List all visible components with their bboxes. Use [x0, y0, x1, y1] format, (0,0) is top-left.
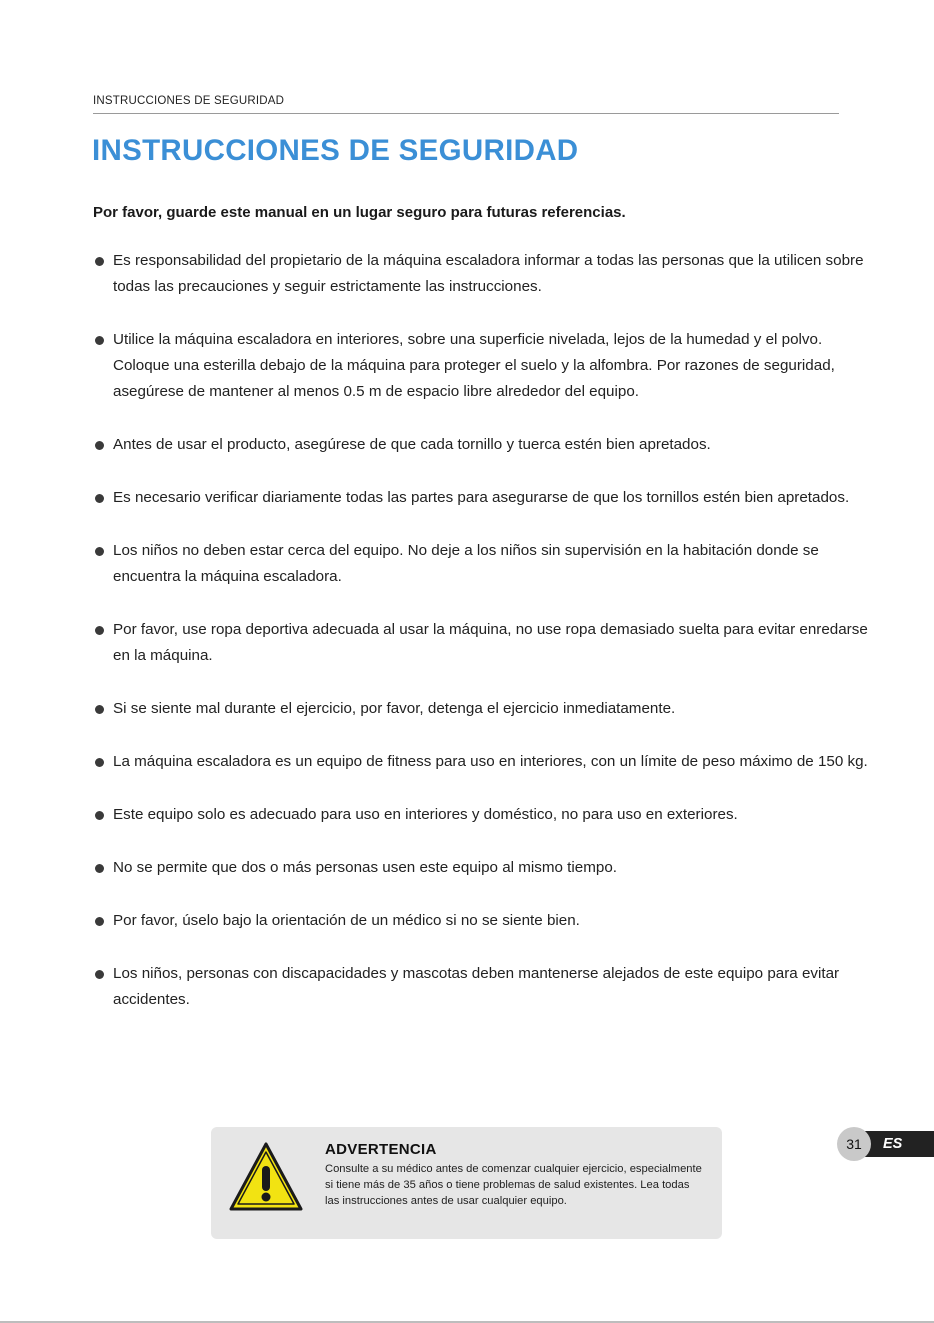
bullet-icon	[95, 336, 104, 345]
intro-text: Por favor, guarde este manual en un lugar seguro para futuras referencias.	[93, 204, 626, 221]
warning-box	[211, 1127, 722, 1239]
list-item	[93, 248, 873, 300]
bullet-icon	[95, 917, 104, 926]
list-item	[93, 696, 873, 722]
list-item-text: Utilice la máquina escaladora en interiores, sobre una superficie nivelada, lejos de la humedad y el polvo. Coloque una esterilla debajo de la máquina para proteger el suelo y la alfombra. Por razones de seguridad, asegúrese de mantener al menos 0.5 m de espacio libre alrededor del equipo.	[113, 331, 835, 400]
list-item	[93, 908, 873, 934]
list-item-text: Por favor, úselo bajo la orientación de un médico si no se siente bien.	[113, 912, 580, 929]
list-item-text: La máquina escaladora es un equipo de fitness para uso en interiores, con un límite de peso máximo de 150 kg.	[113, 753, 868, 770]
bullet-icon	[95, 970, 104, 979]
list-item	[93, 961, 873, 1013]
list-item	[93, 617, 873, 669]
list-item-text: No se permite que dos o más personas usen este equipo al mismo tiempo.	[113, 859, 617, 876]
list-item-text: Por favor, use ropa deportiva adecuada al usar la máquina, no use ropa demasiado suelta para evitar enredarse en la máquina.	[113, 621, 868, 664]
page-title: INSTRUCCIONES DE SEGURIDAD	[92, 134, 579, 167]
bullet-icon	[95, 864, 104, 873]
bullet-icon	[95, 547, 104, 556]
list-item	[93, 485, 873, 511]
list-item-text: Los niños no deben estar cerca del equipo. No deje a los niños sin supervisión en la habitación donde se encuentra la máquina escaladora.	[113, 542, 819, 585]
warning-title: ADVERTENCIA	[325, 1141, 437, 1158]
warning-triangle-icon	[228, 1141, 304, 1213]
language-tab: ES	[854, 1131, 934, 1157]
list-item-text: Si se siente mal durante el ejercicio, por favor, detenga el ejercicio inmediatamente.	[113, 700, 676, 717]
warning-text: Consulte a su médico antes de comenzar cualquier ejercicio, especialmente si tiene más de 35 años o tiene problemas de salud existentes. Lea todas las instrucciones antes de usar cualquier equipo.	[325, 1163, 702, 1207]
list-item-text: Este equipo solo es adecuado para uso en interiores y doméstico, no para uso en exteriores.	[113, 806, 738, 823]
bullet-icon	[95, 626, 104, 635]
bullet-icon	[95, 758, 104, 767]
running-header: INSTRUCCIONES DE SEGURIDAD	[93, 95, 285, 107]
list-item-text: Antes de usar el producto, asegúrese de que cada tornillo y tuerca estén bien apretados.	[113, 436, 711, 453]
list-item	[93, 749, 873, 775]
safety-instructions-list	[93, 248, 873, 1040]
header-divider	[93, 113, 839, 114]
list-item-text: Los niños, personas con discapacidades y mascotas deben mantenerse alejados de este equipo para evitar accidentes.	[113, 965, 840, 1008]
bullet-icon	[95, 441, 104, 450]
bullet-icon	[95, 705, 104, 714]
page-number: 31	[837, 1127, 871, 1161]
list-item	[93, 327, 873, 405]
list-item	[93, 538, 873, 590]
bullet-icon	[95, 494, 104, 503]
list-item	[93, 802, 873, 828]
bullet-icon	[95, 257, 104, 266]
list-item-text: Es responsabilidad del propietario de la máquina escaladora informar a todas las personas que la utilicen sobre todas las precauciones y seguir estrictamente las instrucciones.	[113, 252, 864, 295]
bullet-icon	[95, 811, 104, 820]
list-item	[93, 855, 873, 881]
list-item-text: Es necesario verificar diariamente todas las partes para asegurarse de que los tornillos estén bien apretados.	[113, 489, 850, 506]
list-item	[93, 432, 873, 458]
